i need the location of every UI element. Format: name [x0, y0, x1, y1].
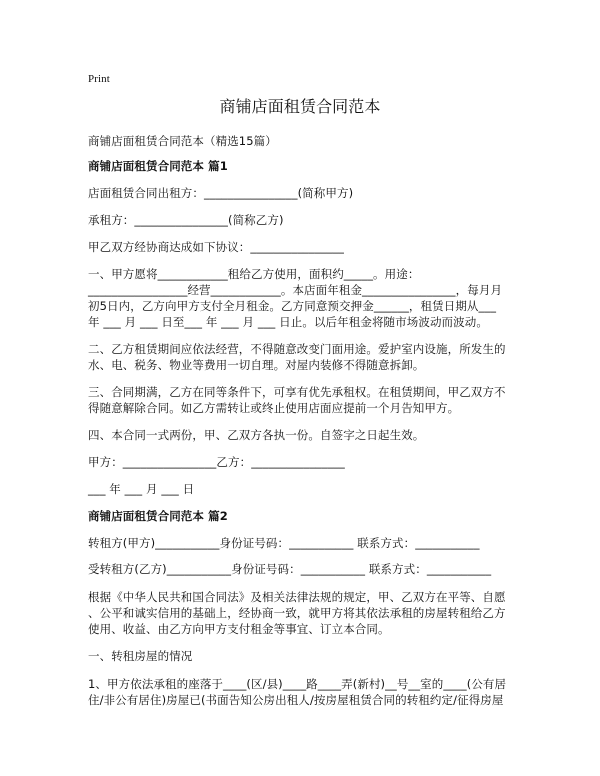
text-line: 水、电、税务、物业等费用一切自理。对屋内装修不得随意拆卸。: [88, 358, 425, 372]
text-line: 转租方(甲方)___________身份证号码：___________ 联系方式：___________: [88, 536, 480, 550]
text-line: 甲乙双方经协商达成如下协议：________________: [88, 240, 344, 254]
section-heading: 商铺店面租赁合同范本 篇2: [88, 509, 228, 523]
text-line: _________________经营____________。本店面年租金________________，每月月: [88, 283, 503, 297]
text-line: 四、本合同一式两份，甲、乙双方各执一份。自签字之日起生效。: [88, 428, 425, 442]
section-heading: 商铺店面租赁合同范本 篇1: [88, 159, 228, 173]
text-line: 二、乙方租赁期间应依法经营，不得随意改变门面用途。爱护室内设施，所发生的: [88, 342, 506, 356]
text-line: 使用、收益、由乙方向甲方支付租金等事宜、订立本合同。: [88, 622, 390, 636]
text-line: 得随意解除合同。如乙方需转让或终止使用店面应提前一个月告知甲方。: [88, 401, 460, 415]
text-line: 初5日内，乙方向甲方支付全月租金。乙方同意预交押金______，租赁日期从___: [88, 299, 497, 313]
text-line: 承租方：________________(简称乙方): [88, 213, 284, 227]
text-line: 受转租方(乙方)___________身份证号码：___________ 联系方式：___________: [88, 562, 492, 576]
text-line: 根据《中华人民共和国合同法》及相关法律法规的规定，甲、乙双方在平等、自愿: [88, 590, 506, 604]
text-line: 店面租赁合同出租方：________________(简称甲方): [88, 186, 354, 200]
page-title: 商铺店面租赁合同范本: [219, 97, 381, 116]
signature-line: 甲方：________________乙方：________________: [88, 455, 345, 469]
text-line: 一、甲方愿将____________租给乙方使用，面积约_____。用途：: [88, 267, 420, 281]
text-line: 、公平和诚实信用的基础上，经协商一致，就甲方将其依法承租的房屋转租给乙方: [88, 606, 506, 620]
date-line: ___ 年 ___ 月 ___ 日: [88, 482, 195, 496]
text-line: 三、合同期满，乙方在同等条件下，可享有优先承租权。在租赁期间，甲乙双方不: [88, 385, 506, 399]
subtitle: 商铺店面租赁合同范本（精选15篇）: [88, 134, 277, 148]
text-line: 年 ___ 月 ___ 日至___ 年 ___ 月 ___ 日止。以后年租金将随市场波动而波动。: [88, 315, 488, 329]
text-line: 1、甲方依法承租的座落于____(区/县)____路____弄(新村)__号__室的____(公有居: [88, 677, 507, 691]
text-line: 一、转租房屋的情况: [88, 649, 193, 663]
print-link[interactable]: Print: [88, 73, 110, 85]
text-line: 住/非公有居住)房屋已(书面告知公房出租人/按房屋租赁合同的转租约定/征得房屋: [88, 693, 504, 707]
